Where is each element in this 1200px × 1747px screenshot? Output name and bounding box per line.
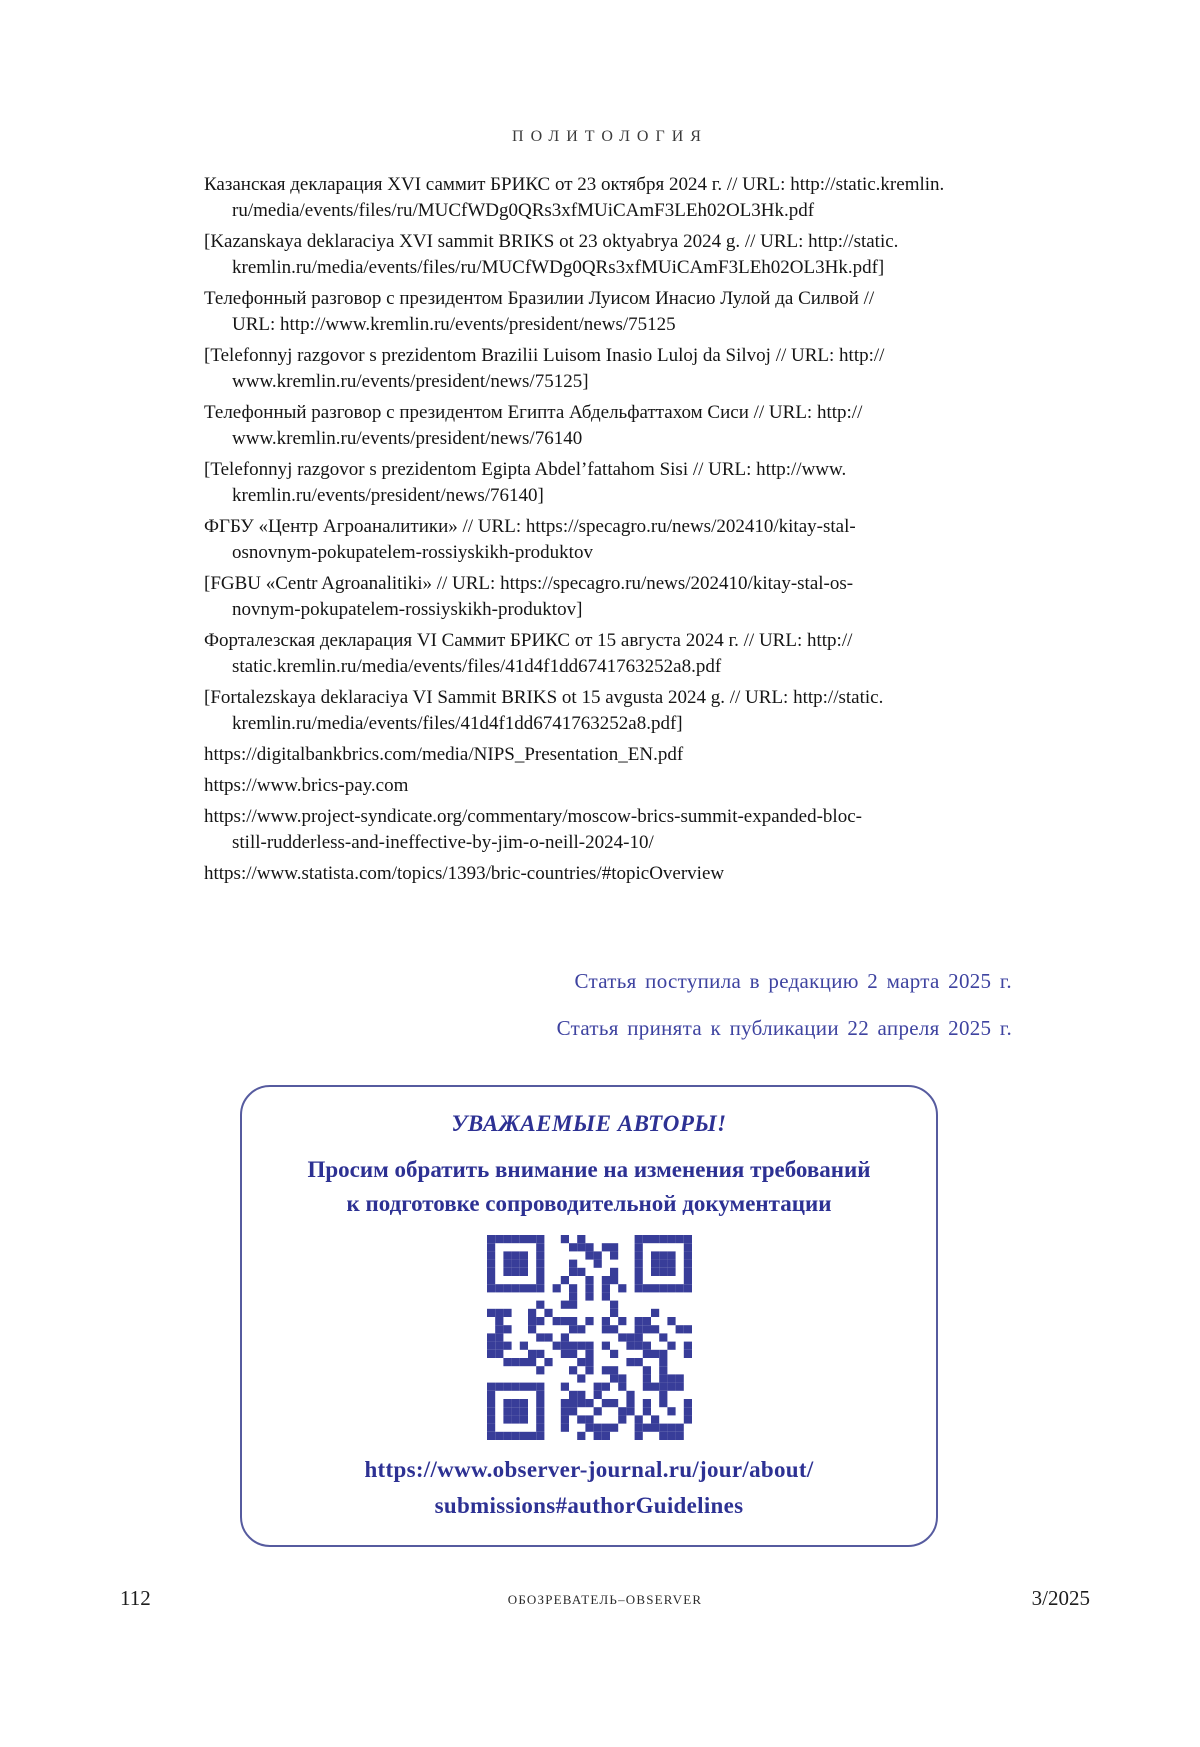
reference-line: still-rudderless-and-ineffective-by-jim-o-neill-2024-10/ bbox=[232, 832, 654, 853]
reference-line: https://www.project-syndicate.org/commentary/moscow-brics-summit-expanded-bloc- bbox=[204, 806, 862, 827]
reference-item bbox=[204, 400, 1028, 452]
qr-code-icon bbox=[487, 1235, 692, 1440]
reference-line: URL: http://www.kremlin.ru/events/president/news/75125 bbox=[232, 314, 676, 335]
reference-line: www.kremlin.ru/events/president/news/76140 bbox=[232, 428, 583, 449]
reference-line: ФГБУ «Центр Агроаналитики» // URL: https://specagro.ru/news/202410/kitay-stal- bbox=[204, 516, 856, 537]
issue-number: 3/2025 bbox=[1031, 1586, 1090, 1610]
reference-item bbox=[204, 571, 1028, 623]
journal-name: ОБОЗРЕВАТЕЛЬ–OBSERVER bbox=[507, 1592, 703, 1607]
reference-line: kremlin.ru/media/events/files/41d4f1dd6741763252a8.pdf] bbox=[232, 713, 683, 734]
reference-line: www.kremlin.ru/events/president/news/75125] bbox=[232, 371, 589, 392]
reference-item bbox=[204, 343, 1028, 395]
notice-message-line: к подготовке сопроводительной документации bbox=[346, 1191, 832, 1216]
page-number: 112 bbox=[120, 1586, 151, 1610]
reference-line: kremlin.ru/events/president/news/76140] bbox=[232, 485, 544, 506]
reference-line: Телефонный разговор с президентом Бразилии Луисом Инасио Лулой да Силвой // bbox=[204, 288, 875, 309]
reference-item bbox=[204, 229, 1028, 281]
reference-line: [Telefonnyj razgovor s prezidentom Egipta Abdel’fattahom Sisi // URL: http://www. bbox=[204, 459, 847, 480]
submission-dates bbox=[204, 968, 1012, 1062]
reference-item bbox=[204, 172, 1028, 224]
reference-line: https://www.statista.com/topics/1393/bric-countries/#topicOverview bbox=[204, 863, 725, 884]
reference-item bbox=[204, 804, 1028, 856]
reference-item bbox=[204, 861, 1028, 887]
running-head: ПОЛИТОЛОГИЯ bbox=[512, 128, 708, 145]
accepted-date-line: Статья принята к публикации 22 апреля 2025 г. bbox=[556, 1016, 1012, 1040]
reference-item bbox=[204, 685, 1028, 737]
reference-line: [Kazanskaya deklaraciya XVI sammit BRIKS ot 23 oktyabrya 2024 g. // URL: http://static. bbox=[204, 231, 899, 252]
notice-url bbox=[242, 1452, 936, 1524]
reference-line: https://www.brics-pay.com bbox=[204, 775, 409, 796]
references-list bbox=[204, 172, 1028, 892]
received-date-line: Статья поступила в редакцию 2 марта 2025 г. bbox=[574, 969, 1012, 993]
reference-item bbox=[204, 773, 1028, 799]
reference-line: ru/media/events/files/ru/MUCfWDg0QRs3xfMUiCAmF3LEh02OL3Hk.pdf bbox=[232, 200, 815, 221]
author-notice-box bbox=[240, 1085, 938, 1547]
page-footer bbox=[120, 1586, 1090, 1616]
reference-item bbox=[204, 628, 1028, 680]
reference-line: https://digitalbankbrics.com/media/NIPS_Presentation_EN.pdf bbox=[204, 744, 684, 765]
reference-line: [FGBU «Centr Agroanalitiki» // URL: https://specagro.ru/news/202410/kitay-stal-os- bbox=[204, 573, 854, 594]
reference-line: kremlin.ru/media/events/files/ru/MUCfWDg0QRs3xfMUiCAmF3LEh02OL3Hk.pdf] bbox=[232, 257, 885, 278]
reference-line: [Telefonnyj razgovor s prezidentom Brazilii Luisom Inasio Luloj da Silvoj // URL: http:// bbox=[204, 345, 885, 366]
reference-item bbox=[204, 514, 1028, 566]
reference-line: Форталезская декларация VI Саммит БРИКС от 15 августа 2024 г. // URL: http:// bbox=[204, 630, 853, 651]
reference-line: Казанская декларация XVI саммит БРИКС от 23 октября 2024 г. // URL: http://static.kremlin. bbox=[204, 174, 945, 195]
notice-message-line: Просим обратить внимание на изменения требований bbox=[307, 1157, 871, 1182]
notice-message bbox=[242, 1153, 936, 1221]
reference-item bbox=[204, 742, 1028, 768]
reference-line: [Fortalezskaya deklaraciya VI Sammit BRIKS ot 15 avgusta 2024 g. // URL: http://static. bbox=[204, 687, 884, 708]
reference-item bbox=[204, 457, 1028, 509]
notice-url-line: https://www.observer-journal.ru/jour/about/ bbox=[364, 1457, 814, 1482]
notice-url-line: submissions#authorGuidelines bbox=[434, 1493, 744, 1518]
reference-line: osnovnym-pokupatelem-rossiyskikh-produktov bbox=[232, 542, 593, 563]
reference-line: static.kremlin.ru/media/events/files/41d4f1dd6741763252a8.pdf bbox=[232, 656, 722, 677]
qr-code bbox=[242, 1235, 936, 1440]
reference-item bbox=[204, 286, 1028, 338]
notice-title: УВАЖАЕМЫЕ АВТОРЫ! bbox=[451, 1111, 727, 1136]
reference-line: Телефонный разговор с президентом Египта Абдельфаттахом Сиси // URL: http:// bbox=[204, 402, 863, 423]
reference-line: novnym-pokupatelem-rossiyskikh-produktov] bbox=[232, 599, 583, 620]
